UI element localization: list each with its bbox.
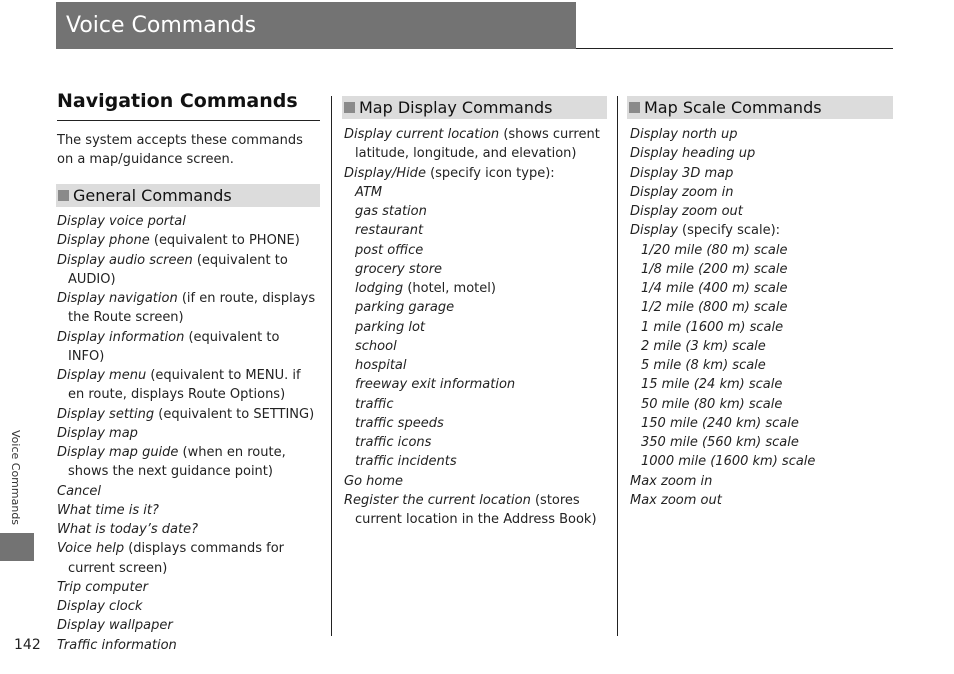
command-text: Max zoom in	[630, 473, 713, 489]
command-item	[630, 395, 892, 414]
command-item	[344, 279, 606, 298]
command-item	[630, 414, 892, 433]
command-text: traffic incidents	[355, 454, 457, 470]
command-item	[57, 212, 319, 231]
command-note: (stores current location in the Address Book)	[355, 492, 597, 527]
command-text: 1 mile (1600 m) scale	[641, 319, 784, 335]
command-item	[344, 472, 606, 491]
column-divider-1	[331, 96, 332, 636]
command-text: Max zoom out	[630, 492, 722, 508]
command-item	[57, 405, 319, 424]
command-text: hospital	[355, 358, 407, 373]
map-display-commands-list	[344, 125, 606, 529]
command-item	[57, 328, 319, 367]
command-text: post office	[355, 242, 424, 258]
command-item	[344, 318, 606, 337]
command-item	[344, 414, 606, 433]
command-item	[630, 164, 892, 183]
command-item	[630, 221, 892, 240]
command-text: Display map guide	[57, 445, 179, 460]
command-text: Display zoom out	[630, 204, 743, 219]
side-tab-marker	[0, 533, 34, 561]
command-text: 1/2 mile (800 m) scale	[641, 300, 788, 316]
command-item	[630, 318, 892, 337]
section-title-rule	[57, 120, 320, 121]
command-text: 1/20 mile (80 m) scale	[641, 242, 788, 258]
command-item	[630, 298, 892, 317]
command-text: Display menu	[57, 368, 147, 383]
command-item	[57, 443, 319, 482]
command-item	[57, 251, 319, 290]
command-note: (if en route, displays the Route screen)	[68, 291, 316, 326]
command-note: (equivalent to INFO)	[68, 329, 280, 364]
command-text: 5 mile (8 km) scale	[641, 358, 766, 373]
command-item	[57, 424, 319, 443]
command-item	[344, 375, 606, 394]
command-item	[344, 241, 606, 260]
command-text: What time is it?	[57, 502, 159, 518]
command-item	[57, 482, 319, 501]
command-text: parking lot	[355, 319, 425, 335]
command-item	[57, 520, 319, 539]
command-text: lodging	[355, 281, 404, 296]
command-text: gas station	[355, 204, 427, 219]
command-item	[57, 289, 319, 328]
command-text: traffic	[355, 396, 394, 412]
command-text: Display	[630, 223, 678, 239]
command-note: (specify scale):	[677, 223, 781, 239]
command-item	[630, 279, 892, 298]
command-text: 2 mile (3 km) scale	[641, 338, 766, 354]
command-item	[344, 337, 606, 356]
command-note: (specify icon type):	[425, 165, 555, 181]
command-text: Go home	[344, 473, 404, 489]
command-text: Display audio screen	[57, 252, 193, 268]
command-text: Display clock	[57, 599, 143, 614]
map-scale-commands-title: Map Scale Commands	[644, 98, 822, 117]
general-commands-title: General Commands	[73, 186, 232, 205]
command-text: Display navigation	[57, 291, 178, 306]
command-text: 1/8 mile (200 m) scale	[641, 261, 788, 277]
command-item	[630, 241, 892, 260]
command-item	[57, 231, 319, 250]
command-note: (equivalent to AUDIO)	[68, 252, 288, 287]
square-bullet-icon	[58, 190, 69, 201]
command-item	[344, 395, 606, 414]
command-item	[630, 183, 892, 202]
command-item	[344, 298, 606, 317]
command-text: Cancel	[57, 483, 102, 499]
command-text: Display heading up	[630, 146, 756, 162]
command-text: restaurant	[355, 223, 424, 239]
header-rule	[576, 48, 893, 49]
command-text: Display zoom in	[630, 184, 734, 200]
column-divider-2	[617, 96, 618, 636]
command-item	[630, 452, 892, 471]
command-item	[630, 202, 892, 221]
command-text: school	[355, 338, 397, 354]
command-text: grocery store	[355, 261, 443, 277]
command-item	[344, 164, 606, 183]
command-text: Display setting	[57, 406, 155, 422]
command-text: parking garage	[355, 300, 455, 316]
command-text: Display current location	[344, 127, 500, 142]
command-note: (equivalent to SETTING)	[154, 406, 315, 422]
command-item	[57, 636, 319, 655]
command-item	[630, 144, 892, 163]
square-bullet-icon	[344, 102, 355, 113]
command-text: Display phone	[57, 233, 150, 249]
command-item	[57, 501, 319, 520]
command-item	[344, 356, 606, 375]
command-note: (equivalent to PHONE)	[149, 233, 300, 249]
command-text: ATM	[355, 184, 383, 200]
page-number: 142	[14, 637, 41, 653]
command-text: Display wallpaper	[57, 618, 173, 634]
map-scale-commands-heading	[627, 96, 893, 119]
command-item	[344, 202, 606, 221]
map-scale-commands-list	[630, 125, 892, 510]
command-text: Display north up	[630, 127, 738, 142]
command-item	[630, 125, 892, 144]
command-item	[57, 366, 319, 405]
command-text: 150 mile (240 km) scale	[641, 415, 799, 431]
command-item	[344, 260, 606, 279]
command-item	[630, 491, 892, 510]
command-note: (displays commands for current screen)	[68, 541, 285, 576]
command-item	[344, 221, 606, 240]
command-item	[57, 578, 319, 597]
side-tab-label: Voice Commands	[9, 430, 22, 526]
page-header-title: Voice Commands	[66, 13, 257, 38]
command-text: freeway exit information	[355, 377, 516, 393]
section-title: Navigation Commands	[57, 90, 298, 112]
command-text: Register the current location	[344, 492, 531, 508]
command-note: (shows current latitude, longitude, and elevation)	[355, 127, 600, 162]
command-text: Voice help	[57, 541, 125, 557]
command-text: 1000 mile (1600 km) scale	[641, 454, 816, 470]
command-note: (equivalent to MENU. if en route, displays Route Options)	[68, 368, 301, 403]
command-text: Display 3D map	[630, 165, 734, 181]
command-text: traffic icons	[355, 435, 432, 450]
command-text: Trip computer	[57, 579, 148, 595]
command-text: Display voice portal	[57, 214, 186, 229]
command-item	[57, 616, 319, 635]
command-item	[630, 375, 892, 394]
command-item	[344, 433, 606, 452]
intro-text: The system accepts these commands on a map/guidance screen.	[57, 133, 303, 167]
command-text: Display map	[57, 425, 138, 441]
command-text: Display/Hide	[344, 165, 426, 181]
command-item	[344, 183, 606, 202]
square-bullet-icon	[629, 102, 640, 113]
command-item	[630, 260, 892, 279]
command-item	[630, 472, 892, 491]
command-note: (when en route, shows the next guidance point)	[68, 445, 286, 480]
command-text: 1/4 mile (400 m) scale	[641, 281, 788, 296]
command-text: 15 mile (24 km) scale	[641, 377, 783, 393]
command-text: Traffic information	[57, 637, 177, 653]
map-display-commands-title: Map Display Commands	[359, 98, 553, 117]
command-item	[57, 539, 319, 578]
command-item	[344, 491, 606, 530]
command-text: traffic speeds	[355, 415, 444, 431]
command-item	[57, 597, 319, 616]
page-header	[56, 2, 576, 49]
command-item	[630, 433, 892, 452]
command-item	[630, 337, 892, 356]
command-item	[630, 356, 892, 375]
command-text: Display information	[57, 329, 185, 345]
general-commands-heading	[56, 184, 320, 207]
command-text: 350 mile (560 km) scale	[641, 435, 799, 450]
command-note: (hotel, motel)	[403, 281, 496, 296]
command-text: 50 mile (80 km) scale	[641, 396, 783, 412]
command-text: What is today’s date?	[57, 522, 199, 537]
command-item	[344, 125, 606, 164]
general-commands-list	[57, 212, 319, 655]
command-item	[344, 452, 606, 471]
map-display-commands-heading	[342, 96, 607, 119]
